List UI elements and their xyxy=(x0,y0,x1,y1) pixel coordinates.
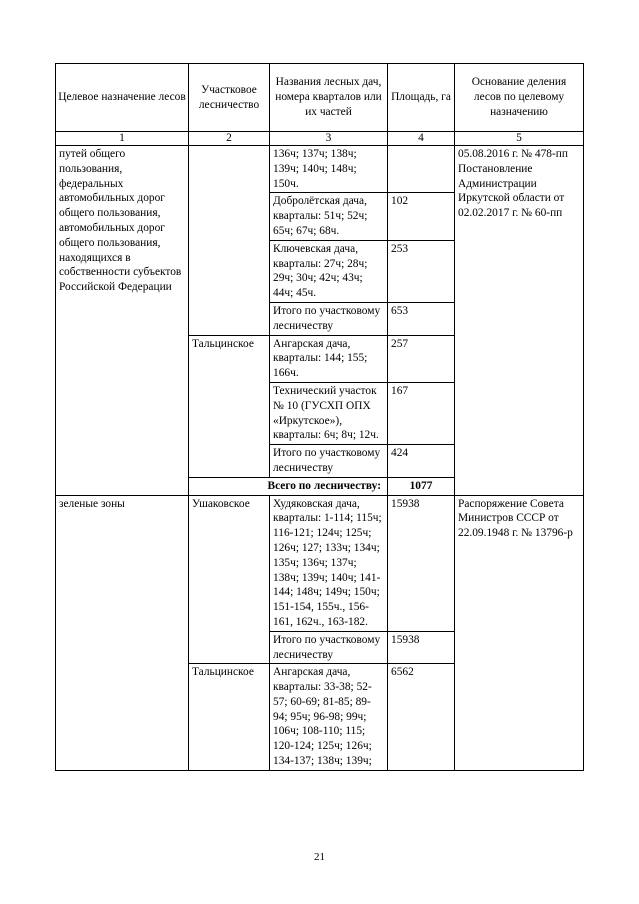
forest-name-cell: Ангарская дача, кварталы: 144; 155; 166ч. xyxy=(270,335,388,382)
column-number: 4 xyxy=(388,132,455,146)
header-names: Названия лесных дач, номера кварталов или их частей xyxy=(270,64,388,132)
total-label-cell: Всего по лесничеству: xyxy=(189,477,388,495)
column-number-row xyxy=(56,132,584,146)
area-cell xyxy=(388,146,455,193)
subtotal-label-cell: Итого по участковому лесничеству xyxy=(270,445,388,478)
header-basis: Основание деления лесов по целевому назначению xyxy=(455,64,584,132)
subtotal-label-cell: Итого по участковому лесничеству xyxy=(270,302,388,335)
table-row xyxy=(56,495,584,631)
district-cell: Ушаковское xyxy=(189,495,270,664)
forest-name-cell: Технический участок № 10 (ГУСХП ОПХ «Иркутское»), кварталы: 6ч; 8ч; 12ч. xyxy=(270,382,388,444)
header-district: Участковое лесничество xyxy=(189,64,270,132)
purpose-cell: путей общего пользования, федеральных автомобильных дорог общего пользования, автомобильных дорог общего пользования, находящихся в собственности субъектов Российской Федерации xyxy=(56,146,189,496)
purpose-cell: зеленые зоны xyxy=(56,495,189,770)
basis-cell: Распоряжение Совета Министров СССР от 22.09.1948 г. № 13796-р xyxy=(455,495,584,770)
page-number: 21 xyxy=(314,851,325,863)
subtotal-label-cell: Итого по участковому лесничеству xyxy=(270,631,388,664)
basis-cell: 05.08.2016 г. № 478-пп Постановление Администрации Иркутской области от 02.02.2017 г. № 60-пп xyxy=(455,146,584,496)
district-cell: Тальцинское xyxy=(189,335,270,477)
total-value-cell: 1077 xyxy=(388,477,455,495)
forest-name-cell: Добролётская дача, кварталы: 51ч; 52ч; 65ч; 67ч; 68ч. xyxy=(270,193,388,240)
column-number: 3 xyxy=(270,132,388,146)
header-area: Площадь, га xyxy=(388,64,455,132)
forest-name-cell: 136ч; 137ч; 138ч; 139ч; 140ч; 148ч; 150ч. xyxy=(270,146,388,193)
forest-name-cell: Ангарская дача, кварталы: 33-38; 52-57; 60-69; 81-85; 89-94; 95ч; 96-98; 99ч; 106ч; 108-110; 115; 120-124; 125ч; 126ч; 134-137; 138ч; 139ч; xyxy=(270,664,388,771)
subtotal-area-cell: 15938 xyxy=(388,631,455,664)
area-cell: 257 xyxy=(388,335,455,382)
area-cell: 167 xyxy=(388,382,455,444)
area-cell: 102 xyxy=(388,193,455,240)
header-purpose: Целевое назначение лесов xyxy=(56,64,189,132)
district-cell: Тальцинское xyxy=(189,664,270,771)
subtotal-area-cell: 653 xyxy=(388,302,455,335)
column-number: 5 xyxy=(455,132,584,146)
area-cell: 253 xyxy=(388,240,455,302)
forest-purpose-table xyxy=(55,63,584,771)
subtotal-area-cell: 424 xyxy=(388,445,455,478)
header-row xyxy=(56,64,584,132)
forest-name-cell: Ключевская дача, кварталы: 27ч; 28ч; 29ч; 30ч; 42ч; 43ч; 44ч; 45ч. xyxy=(270,240,388,302)
column-number: 2 xyxy=(189,132,270,146)
district-cell xyxy=(189,146,270,336)
table-row xyxy=(56,146,584,193)
forest-name-cell: Худяковская дача, кварталы: 1-114; 115ч; 116-121; 124ч; 125ч; 126ч; 127; 133ч; 134ч; 135ч; 136ч; 137ч; 138ч; 139ч; 140ч; 141-144; 148ч; 149ч; 150ч; 151-154, 155ч., 156-161, 162ч., 163-182. xyxy=(270,495,388,631)
area-cell: 15938 xyxy=(388,495,455,631)
area-cell: 6562 xyxy=(388,664,455,771)
column-number: 1 xyxy=(56,132,189,146)
